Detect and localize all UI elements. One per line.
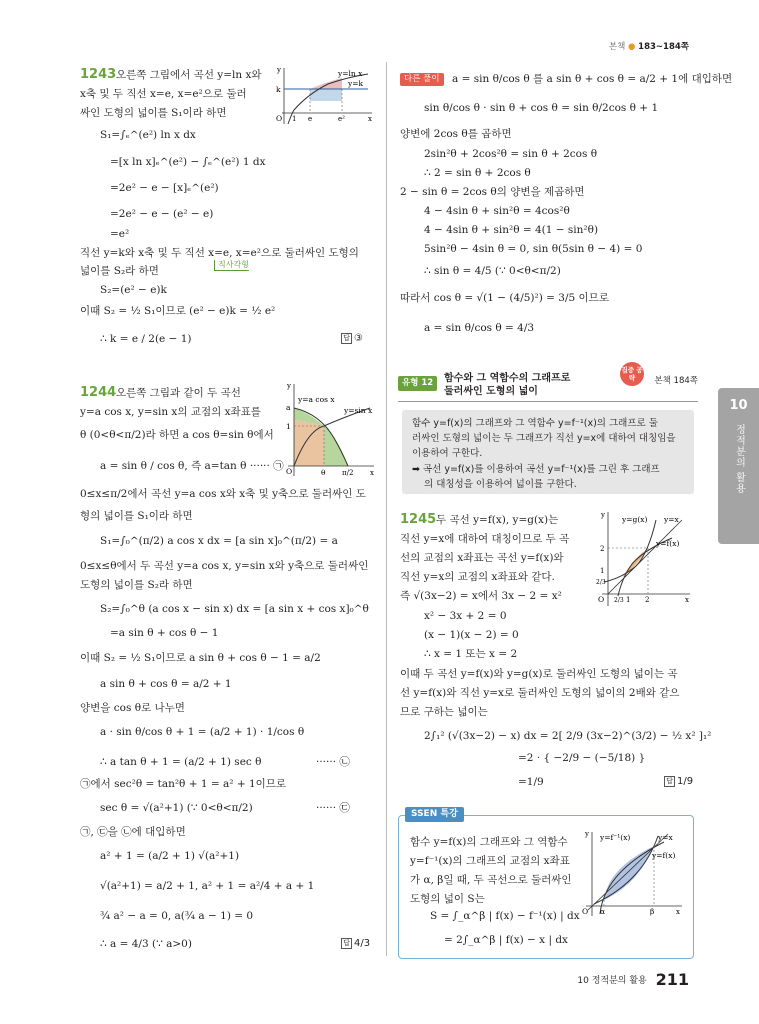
graph-1245 <box>592 508 694 610</box>
text-line: 형의 넓이를 S₁이라 하면 <box>80 510 193 522</box>
text-line: 므로 구하는 넓이는 <box>400 706 488 718</box>
text-line: 가 α, β일 때, 두 곡선으로 둘러싸인 <box>410 874 572 886</box>
type-reference: 본책 184쪽 <box>654 376 698 386</box>
text-line: 도형의 넓이를 S₂라 하면 <box>80 579 193 591</box>
math-line: a² + 1 = (a/2 + 1) √(a²+1) <box>100 850 240 862</box>
tick-label: 2 <box>645 596 650 604</box>
graph-ssen <box>578 828 686 918</box>
tick-label: 1 <box>292 115 297 123</box>
concept-box: 함수 y=f(x)의 그래프와 그 역함수 y=f⁻¹(x)의 그래프로 둘 러싸인 도형의 넓이는 두 그래프가 직선 y=x에 대하여 대칭임을 이용하여 구한다. ➡ 곡선 y=f(x)를 이용하여 곡선 y=f⁻¹(x)를 그린 후 그래프 의 대칭성을 이용하여 넓이를 구한다. <box>402 410 694 494</box>
problem-number: 1245 <box>400 512 437 527</box>
text-line: y=f⁻¹(x)의 그래프의 교점의 x좌표 <box>410 855 570 867</box>
text-line: 직선 y=k와 x축 및 두 직선 x=e, x=e²으로 둘러싸인 도형의 <box>80 247 359 259</box>
text-line: 두 곡선 y=f(x), y=g(x)는 <box>436 514 559 526</box>
math-line: a = sin θ/cos θ 를 a sin θ + cos θ = a/2 + 1에 대입하면 <box>452 73 733 85</box>
math-line: 따라서 cos θ = √(1 − (4/5)²) = 3/5 이므로 <box>400 292 609 304</box>
text-line: ㉠에서 sec²θ = tan²θ + 1 = a² + 1이므로 <box>80 778 287 790</box>
text-line: θ (0<θ<π/2)라 하면 a cos θ=sin θ에서 <box>80 429 274 441</box>
x-axis-label: x <box>685 596 689 604</box>
tick-label: α <box>600 907 606 916</box>
tick-label: e <box>308 115 313 123</box>
math-line: 4 − 4sin θ + sin²θ = 4cos²θ <box>424 205 570 217</box>
type-badge: 유형 12 <box>398 376 437 391</box>
line-label: y=k <box>348 79 364 88</box>
math-line: sec θ = √(a²+1) (∵ 0<θ<π/2) <box>100 802 253 814</box>
tick-label: 2/3 <box>614 597 624 604</box>
graph-1244 <box>278 380 378 480</box>
tick-label: β <box>650 907 655 916</box>
chapter-number: 10 <box>729 398 748 413</box>
text-line: 직선 y=x의 교점의 x좌표와 같다. <box>400 571 555 583</box>
text-line: 오른쪽 그림과 같이 두 곡선 <box>116 387 241 399</box>
page-range: 183~184쪽 <box>638 42 689 52</box>
math-line: 2sin²θ + 2cos²θ = sin θ + 2cos θ <box>424 148 598 160</box>
text-line: 양변에 2cos θ를 곱하면 <box>400 128 512 140</box>
tick-label: 2/3 <box>596 579 606 586</box>
column-divider <box>386 62 387 956</box>
math-line: =[x ln x]ₑ^(e²) − ∫ₑ^(e²) 1 dx <box>110 156 266 168</box>
problem-number: 1244 <box>80 385 117 400</box>
page-footer <box>577 970 689 990</box>
curve-label: y=g(x) <box>622 515 648 524</box>
tick-label: π/2 <box>342 469 354 477</box>
math-line: 4 − 4sin θ + sin²θ = 4(1 − sin²θ) <box>424 224 599 236</box>
curve-label: y=ln x <box>338 69 363 78</box>
curve-label: y=f(x) <box>656 539 680 548</box>
answer: 답 1/9 <box>664 776 693 789</box>
answer: 답 ③ <box>341 333 363 346</box>
math-line: a sin θ + cos θ = a/2 + 1 <box>100 678 232 690</box>
text-line: 도형의 넓이 S는 <box>410 893 485 905</box>
math-line: 이때 S₂ = ½ S₁이므로 (e² − e)k = ½ e² <box>80 305 276 317</box>
math-line: x² − 3x + 2 = 0 <box>424 610 507 622</box>
math-line: 5sin²θ − 4sin θ = 0, sin θ(5sin θ − 4) = 0 <box>424 243 643 255</box>
curve-label: y=f⁻¹(x) <box>600 833 631 842</box>
math-line: sin θ/cos θ · sin θ + cos θ = sin θ/2cos θ + 1 <box>424 102 659 114</box>
math-line: ∴ a = 4/3 (∵ a>0) <box>100 938 192 950</box>
math-line: 이때 S₂ = ½ S₁이므로 a sin θ + cos θ − 1 = a/2 <box>80 652 321 664</box>
text-line: 0≤x≤θ에서 두 곡선 y=a cos x, y=sin x와 y축으로 둘러싸인 <box>80 560 369 572</box>
tick-label: θ <box>321 468 326 477</box>
text-line: 이때 두 곡선 y=f(x)와 y=g(x)로 둘러싸인 도형의 넓이는 곡 <box>400 668 678 680</box>
math-line: ¾ a² − a = 0, a(¾ a − 1) = 0 <box>100 910 254 922</box>
y-axis-label: y <box>277 66 281 74</box>
type-title: 함수와 그 역함수의 그래프로 둘러싸인 도형의 넓이 <box>444 373 571 397</box>
chapter-tab[interactable] <box>718 388 759 544</box>
page-number: 211 <box>655 970 689 989</box>
answer-badge-icon: 답 <box>341 333 352 344</box>
math-line: = 2∫_α^β | f(x) − x | dx <box>444 934 568 946</box>
tick-label: e² <box>338 115 345 123</box>
math-line: 2∫₁² (√(3x−2) − x) dx = 2[ 2/9 (3x−2)^(3/2) − ½ x² ]₁² <box>424 730 712 742</box>
text-line: 2 − sin θ = 2cos θ의 양변을 제곱하면 <box>400 186 585 198</box>
origin-label: O <box>286 467 293 476</box>
k-label: k <box>276 85 281 94</box>
text-line: ㉠, ㉢을 ㉡에 대입하면 <box>80 826 186 838</box>
math-line: =2e² − e − (e² − e) <box>110 208 214 220</box>
answer-badge-icon: 답 <box>341 938 352 949</box>
curve-label: y=f(x) <box>652 851 676 860</box>
math-line: S₂=(e² − e)k <box>100 284 167 296</box>
math-line: =2 · { −2/9 − (−5/18) } <box>518 752 646 764</box>
equation-tag: ······ ㉡ <box>316 756 350 768</box>
math-line: =1/9 <box>518 776 544 788</box>
text-line: 양변을 cos θ로 나누면 <box>80 702 185 714</box>
answer-badge-icon: 답 <box>664 776 675 787</box>
page-header <box>609 42 689 53</box>
math-line: ∴ 2 = sin θ + 2cos θ <box>424 167 531 179</box>
math-line: a · sin θ/cos θ + 1 = (a/2 + 1) · 1/cos θ <box>100 726 305 738</box>
origin-label: O <box>276 114 283 123</box>
math-line: =2e² − e − [x]ₑ^(e²) <box>110 182 219 194</box>
focus-badge: 집중 공략 <box>620 362 644 386</box>
text-line: y=a cos x, y=sin x의 교점의 x좌표를 <box>80 406 261 418</box>
chapter-label: 정적분의 활용 <box>733 424 745 495</box>
y-axis-label: y <box>287 382 291 390</box>
math-line: ∴ k = e / 2(e − 1) <box>100 333 192 345</box>
alt-solution-tag: 다른 풀이 <box>400 73 444 86</box>
origin-label: O <box>582 907 589 916</box>
math-line: ∴ a tan θ + 1 = (a/2 + 1) sec θ <box>100 756 262 768</box>
y-axis-label: y <box>585 830 589 838</box>
ssen-tag: SSEN 특강 <box>405 807 464 822</box>
x-axis-label: x <box>370 469 374 477</box>
answer: 답 4/3 <box>341 938 370 951</box>
y-axis-label: y <box>601 511 605 519</box>
a-label: a <box>286 403 291 412</box>
math-line: =a sin θ + cos θ − 1 <box>110 627 219 639</box>
problem-number: 1243 <box>80 67 117 82</box>
origin-label: O <box>598 595 605 604</box>
text-line: 선의 교점의 x좌표는 곡선 y=f(x)와 <box>400 552 564 564</box>
math-line: (x − 1)(x − 2) = 0 <box>424 629 519 641</box>
line-label: y=x <box>658 833 673 842</box>
book-ref: 본책 <box>608 42 626 52</box>
bullet-icon: ● <box>628 42 636 52</box>
math-line: a = sin θ / cos θ, 즉 a=tan θ ······ ㉠ <box>100 460 284 472</box>
math-line: ∴ sin θ = 4/5 (∵ 0<θ<π/2) <box>424 265 561 277</box>
math-line: a = sin θ/cos θ = 4/3 <box>424 322 535 334</box>
text-line: 넓이를 S₂라 하면 <box>80 265 159 277</box>
text-line: 직선 y=x에 대하여 대칭이므로 두 곡 <box>400 533 570 545</box>
math-line: 즉 √(3x−2) = x에서 3x − 2 = x² <box>400 590 562 602</box>
curve-label: y=sin x <box>344 406 373 415</box>
x-axis-label: x <box>368 115 372 123</box>
math-line: √(a²+1) = a/2 + 1, a² + 1 = a²/4 + a + 1 <box>100 880 315 892</box>
text-line: 함수 y=f(x)의 그래프와 그 역함수 <box>410 836 568 848</box>
text-line: 0≤x≤π/2에서 곡선 y=a cos x와 x축 및 y축으로 둘러싸인 도 <box>80 488 366 500</box>
curve-label: y=a cos x <box>298 395 335 404</box>
tick-label: 2 <box>600 545 605 553</box>
text-line: 싸인 도형의 넓이를 S₁이라 하면 <box>80 107 227 119</box>
graph-1243 <box>268 64 376 126</box>
tick-label: 1 <box>286 422 291 431</box>
x-axis-label: x <box>676 908 680 916</box>
text-line: x축 및 두 직선 x=e, x=e²으로 둘러 <box>80 88 247 100</box>
text-line: 선 y=f(x)와 직선 y=x로 둘러싸인 도형의 넓이의 2배와 같으 <box>400 687 680 699</box>
footer-chapter: 10 정적분의 활용 <box>577 976 647 986</box>
note-rectangle: 직사각형 <box>214 260 249 271</box>
type-header <box>398 366 698 402</box>
math-line: S₁=∫ₑ^(e²) ln x dx <box>100 129 196 141</box>
line-label: y=x <box>664 515 679 524</box>
math-line: S₁=∫₀^(π/2) a cos x dx = [a sin x]₀^(π/2) = a <box>100 535 338 547</box>
tick-label: 1 <box>626 596 631 604</box>
math-line: S = ∫_α^β | f(x) − f⁻¹(x) | dx <box>430 910 580 922</box>
tick-label: 1 <box>600 567 605 575</box>
math-line: S₂=∫₀^θ (a cos x − sin x) dx = [a sin x + cos x]₀^θ <box>100 603 369 615</box>
math-line: ∴ x = 1 또는 x = 2 <box>424 648 518 660</box>
text-line: 오른쪽 그림에서 곡선 y=ln x와 <box>116 69 262 81</box>
math-line: =e² <box>110 228 130 240</box>
equation-tag: ······ ㉢ <box>316 802 350 814</box>
